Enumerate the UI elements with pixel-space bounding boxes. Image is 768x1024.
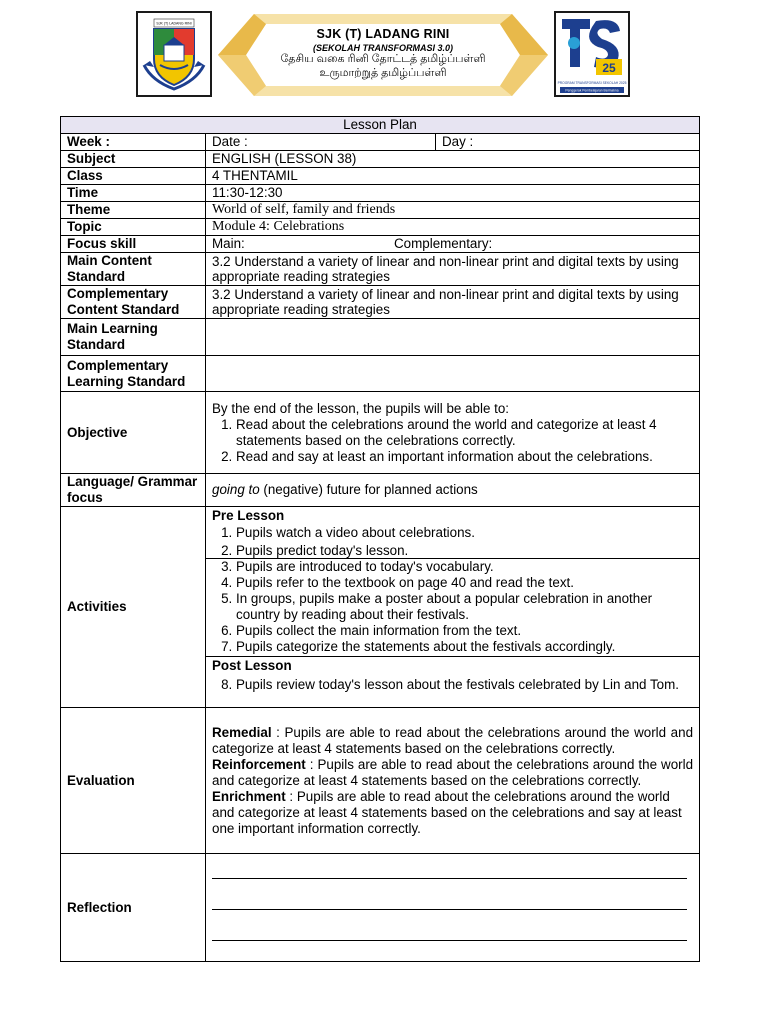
svg-text:SJK (T) LADANG RINI: SJK (T) LADANG RINI <box>156 21 192 26</box>
topic-label: Topic <box>61 219 206 236</box>
lesson-plan-table <box>60 116 700 962</box>
main-content-label: Main Content Standard <box>61 253 206 286</box>
program-name: (SEKOLAH TRANSFORMASI 3.0) <box>312 43 453 53</box>
enrichment-text: : Pupils are able to read about the celebrations around the world and categorize at least 4 statements based on the celebrations and say at least one important information correctly. <box>212 788 682 836</box>
grammar-italic: going to <box>212 482 260 497</box>
enrichment-block <box>212 789 693 837</box>
focus-skill-label: Focus skill <box>61 236 206 253</box>
table-row <box>61 392 700 474</box>
logo-tagline: Penggerak Pembelajaran Bermakna <box>565 88 619 93</box>
remedial-block <box>212 725 693 757</box>
focus-complementary: Complementary: <box>394 236 493 251</box>
post-lesson-title: Post Lesson <box>212 658 292 673</box>
grammar-rest: (negative) future for planned actions <box>259 482 478 497</box>
list-item: 5. In groups, pupils make a poster about a popular celebration in another country by reading about their festivals. <box>236 591 693 623</box>
time-value: 11:30-12:30 <box>206 185 700 202</box>
reflection-value[interactable] <box>206 854 700 962</box>
table-row <box>61 708 700 854</box>
grammar-label: Language/ Grammar focus <box>61 474 206 507</box>
list-item: 3. Pupils are introduced to today's vocabulary. <box>236 559 693 575</box>
list-item: 7. Pupils categorize the statements about the festivals accordingly. <box>236 639 693 655</box>
date-label[interactable]: Date : <box>206 134 436 151</box>
table-row <box>61 168 700 185</box>
theme-label: Theme <box>61 202 206 219</box>
subject-label: Subject <box>61 151 206 168</box>
table-row <box>61 854 700 962</box>
pre-lesson-title: Pre Lesson <box>212 508 285 523</box>
table-row <box>61 219 700 236</box>
list-item: 1. Read about the celebrations around the world and categorize at least 4 statements based on the celebrations correctly. <box>236 417 693 449</box>
class-value: 4 THENTAMIL <box>206 168 700 185</box>
list-item: 6. Pupils collect the main information from the text. <box>236 623 693 639</box>
reinforcement-text: : Pupils are able to read about the celebrations around the world and categorize at least 4 statements based on the celebrations correctly. <box>212 756 694 788</box>
main-learning-value[interactable] <box>206 319 700 356</box>
post-lesson-list <box>212 677 693 693</box>
table-row <box>61 151 700 168</box>
objective-label: Objective <box>61 392 206 474</box>
grammar-value <box>206 474 700 507</box>
reflection-label: Reflection <box>61 854 206 962</box>
day-label[interactable]: Day : <box>436 134 700 151</box>
week-label[interactable]: Week : <box>61 134 206 151</box>
transformation-program-logo <box>554 11 630 97</box>
comp-learning-label: Complementary Learning Standard <box>61 356 206 392</box>
list-item: 2. Pupils predict today's lesson. <box>236 542 693 560</box>
table-row <box>61 356 700 392</box>
list-item: 8. Pupils review today's lesson about the festivals celebrated by Lin and Tom. <box>236 677 693 693</box>
logo-number: 25 <box>602 61 616 75</box>
objective-value <box>206 392 700 474</box>
table-title-row <box>61 117 700 134</box>
main-content-value: 3.2 Understand a variety of linear and non-linear print and digital texts by using appropriate reading strategies <box>206 253 700 286</box>
comp-content-label: Complementary Content Standard <box>61 286 206 319</box>
topic-value: Module 4: Celebrations <box>206 219 700 236</box>
school-name: SJK (T) LADANG RINI <box>316 27 450 41</box>
logo-caption: PROGRAM TRANSFORMASI SEKOLAH 2025 <box>557 81 627 85</box>
table-row <box>61 236 700 253</box>
post-lesson-section <box>206 657 699 707</box>
time-label: Time <box>61 185 206 202</box>
enrichment-label: Enrichment <box>212 788 286 804</box>
evaluation-value <box>206 708 700 854</box>
pre-lesson-list <box>212 524 693 560</box>
objective-intro: By the end of the lesson, the pupils will be able to: <box>212 400 510 416</box>
tamil-transform-name: உருமாற்றுத் தமிழ்ப்பள்ளி <box>319 67 447 79</box>
table-row <box>61 134 700 151</box>
class-label: Class <box>61 168 206 185</box>
table-row <box>61 319 700 356</box>
reinforcement-block <box>212 757 693 789</box>
table-title: Lesson Plan <box>61 117 700 134</box>
table-row <box>61 474 700 507</box>
activities-label: Activities <box>61 507 206 708</box>
pre-lesson-section <box>206 507 699 559</box>
table-row <box>61 253 700 286</box>
evaluation-label: Evaluation <box>61 708 206 854</box>
subject-value: ENGLISH (LESSON 38) <box>206 151 700 168</box>
theme-value: World of self, family and friends <box>206 202 700 219</box>
list-item: 1. Pupils watch a video about celebrations. <box>236 524 693 542</box>
reinforcement-label: Reinforcement <box>212 756 306 772</box>
table-row <box>61 185 700 202</box>
table-row <box>61 286 700 319</box>
tamil-school-name: தேசிய வகை ரினி தோட்டத் தமிழ்ப்பள்ளி <box>280 53 486 65</box>
table-row <box>61 507 700 708</box>
remedial-label: Remedial <box>212 724 272 740</box>
list-item: 4. Pupils refer to the textbook on page 40 and read the text. <box>236 575 693 591</box>
objective-list <box>212 417 693 465</box>
list-item: 2. Read and say at least an important information about the celebrations. <box>236 449 693 465</box>
table-row <box>61 202 700 219</box>
focus-skill-value <box>206 236 700 253</box>
ts25-logo-icon <box>556 13 628 95</box>
school-banner <box>216 12 550 98</box>
lesson-development-section <box>206 559 699 657</box>
main-learning-label: Main Learning Standard <box>61 319 206 356</box>
lesson-development-list <box>212 559 693 655</box>
comp-learning-value[interactable] <box>206 356 700 392</box>
activities-value <box>206 507 700 708</box>
comp-content-value: 3.2 Understand a variety of linear and non-linear print and digital texts by using appropriate reading strategies <box>206 286 700 319</box>
school-crest-icon <box>140 15 208 93</box>
remedial-text: : Pupils are able to read about the celebrations around the world and categorize at least 4 statements based on the celebrations correctly. <box>212 724 694 756</box>
focus-main: Main: <box>212 236 245 251</box>
school-crest-logo <box>136 11 212 97</box>
